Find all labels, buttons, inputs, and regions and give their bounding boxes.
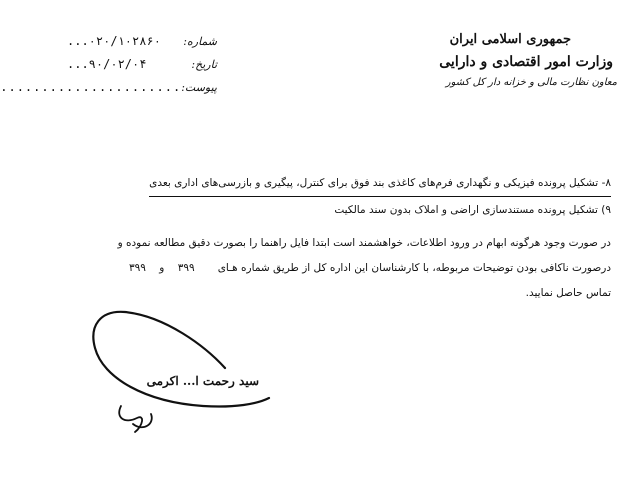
letterhead-ministry: وزارت امور اقتصادی و دارایی	[439, 54, 613, 70]
signature-block	[85, 306, 285, 466]
phone-number-2: ۳۹۹	[129, 262, 146, 274]
attachment-value: ......................	[0, 80, 182, 94]
paragraph-line-3: تماس حاصل نمایید.	[525, 287, 611, 299]
number-value: ...۰۲۰/۱۰۲۸۶۰	[67, 34, 161, 48]
paragraph-line-2	[111, 256, 611, 281]
paragraph-line-1: در صورت وجود هرگونه ابهام در ورود اطلاعات، خواهشمند است ابتدا فایل راهنما را بصورت دقیق مطالعه نموده و	[117, 237, 611, 249]
letter-meta	[0, 34, 217, 103]
body-paragraph	[111, 231, 611, 306]
body-item-9: ۹) تشکیل پرونده مستندسازی اراضی و املاک بدون سند مالکیت	[334, 204, 611, 216]
letterhead	[387, 30, 617, 92]
phone-number-1: ۳۹۹	[177, 262, 195, 274]
meta-date-row	[67, 57, 217, 80]
attachment-label: پیوست:	[181, 81, 217, 94]
meta-number-row	[67, 34, 217, 57]
number-label: شماره:	[183, 35, 217, 48]
signatory-name: سید رحمت ا... اکرمی	[146, 374, 259, 388]
meta-attachment-row	[0, 80, 217, 103]
letterhead-country: جمهوری اسلامی ایران	[449, 32, 571, 47]
body-item-8: ۸- تشکیل پرونده فیزیکی و نگهداری فرم‌های کاغذی بند فوق برای کنترل، پیگیری و بازرسی‌های اداری بعدی	[149, 172, 611, 197]
letterhead-department: معاون نظارت مالی و خزانه دار کل کشور	[445, 77, 617, 88]
paragraph-line-2-text: درصورت ناکافی بودن توضیحات مربوطه، با کارشناسان این اداره کل از طریق شماره هـای	[217, 262, 611, 274]
letter-body	[111, 172, 611, 306]
phone-numbers	[111, 256, 195, 281]
phone-and: و	[159, 262, 165, 274]
date-value: ...۹۰/۰۲/۰۴	[67, 57, 147, 71]
date-label: تاریخ:	[191, 58, 217, 71]
